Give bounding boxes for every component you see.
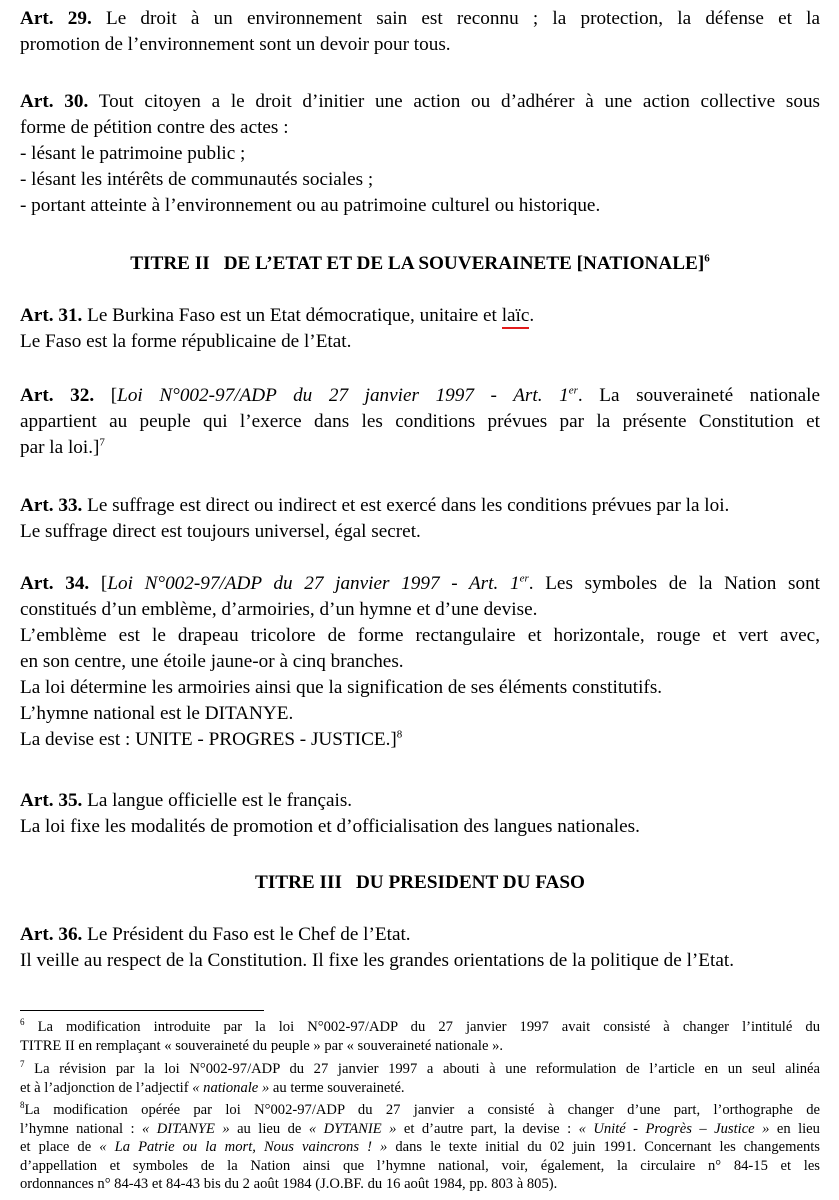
law-reference: Loi N°002-97/ADP du 27 janvier 1997 - Art. 1 [117,385,569,406]
list-item: - lésant le patrimoine public ; [20,143,246,164]
footnote-number: 6 [20,1017,25,1028]
article-text: Le Burkina Faso est un Etat démocratique, unitaire et [87,305,502,326]
article-number: Art. 29. [20,8,92,29]
title-label: TITRE III [255,872,342,893]
article-text: . Les symboles de la Nation sont [528,573,821,594]
article-32: Art. 32. [Loi N°002-97/ADP du 27 janvier 1997 - Art. 1er. La souveraineté nationale appartient au peuple qui l’exerce dans les conditions prévues par la présente Constitution et par la loi.]$^7$ [20,384,821,458]
footnote-ref: 7 [99,436,105,449]
article-text: La loi détermine les armoiries ainsi que la signification de ses éléments constitutifs. [20,677,663,698]
title-text: DE L’ETAT ET DE LA SOUVERAINETE [NATIONALE] [223,253,705,274]
article-36 [20,922,820,974]
title-label: TITRE II [130,253,210,274]
list-item: - portant atteinte à l’environnement ou au patrimoine culturel ou historique. [20,195,601,216]
article-29 [20,6,820,58]
article-34: Art. 34. [Loi N°002-97/ADP du 27 janvier 1997 - Art. 1er. Les symboles de la Nation sont constitués d’un emblème, d’armoiries, d’un hymne et d’une devise. L’emblème est le drapeau tricolore de forme rectangulaire et horizontale, rouge et vert avec, en son centre, une étoile jaune-or à cinq branches. La loi détermine les armoiries ainsi que la signification de ses éléments constitutifs. L’hymne national est le DITANYE. La devise est : UNITE - PROGRES - JUSTICE.]$^8$ [20,572,821,750]
article-number: Art. 33. [20,495,83,516]
article-text: par la loi.] [20,437,100,458]
article-33 [20,493,820,545]
footnote-7: $^7$ La révision par la loi N°002-97/ADP du 27 janvier 1997 a abouti à une reformulation de l’article en un seul alinéa et à l’adjonction de l’adjectif « nationale » au terme souveraineté. [20,1059,820,1096]
article-number: Art. 32. [20,385,95,406]
footnote-number: 8 [20,1100,25,1111]
article-35 [20,788,820,840]
title-text: DU PRESIDENT DU FASO [355,872,585,893]
spellcheck-underlined-word: laïc [502,305,530,329]
article-number: Art. 30. [20,91,89,112]
footnote-8: $^8$La modification opérée par loi N°002-97/ADP du 27 janvier a consisté à changer d’une part, l’orthographe de l’hymne national : « DITANYE » au lieu de « DYTANIE » et d’autre part, la devise : « Unité - Progrès – Justice » en lieu et place de « La Patrie ou la mort, Nous vaincrons ! » dans le texte initial du 02 juin 1991. Concernant les changements d’appellation et symboles de la Nation ainsi que l’hymne national, voir, également, la circulaire n° 84-15 et les ordonnances n° 84-43 et 84-43 bis du 2 août 1984 (J.O.BF. du 16 août 1984, pp. 803 à 805). [20,1100,820,1192]
article-text: Tout citoyen a le droit d’initier une action ou d’adhérer à une action collective sous [98,91,821,112]
article-text: Le Faso est la forme républicaine de l’Etat. [20,331,352,352]
article-text: Le suffrage direct est toujours universel, égal secret. [20,521,421,542]
article-number: Art. 31. [20,305,83,326]
article-text: La langue officielle est le français. [87,790,353,811]
article-text: appartient au peuple qui l’exerce dans les conditions prévues par la présente Constitution et [20,411,820,432]
footnote-ref: 6 [704,252,710,265]
footnote-separator [20,1010,264,1011]
article-text: Le droit à un environnement sain est reconnu ; la protection, la défense et la [105,8,821,29]
article-text: constitués d’un emblème, d’armoiries, d’un hymne et d’une devise. [20,599,538,620]
article-number: Art. 35. [20,790,83,811]
article-31: Art. 31. Le Burkina Faso est un Etat démocratique, unitaire et laïc. Le Faso est la forme républicaine de l’Etat. [20,303,820,355]
footnote-ref: 8 [396,728,403,741]
article-text: Il veille au respect de la Constitution. Il fixe les grandes orientations de la politique de l’Etat. [20,950,734,971]
section-title-titre-3 [20,870,820,896]
footnote-6: $^6$ La modification introduite par la loi N°002-97/ADP du 27 janvier 1997 avait consisté à changer l’intitulé du TITRE II en remplaçant « souveraineté du peuple » par « souveraineté nationale ». [20,1017,820,1054]
article-text: . La souveraineté nationale [577,385,821,406]
article-text: en son centre, une étoile jaune-or à cinq branches. [20,651,404,672]
article-text: La loi fixe les modalités de promotion et d’officialisation des langues nationales. [20,816,640,837]
article-text: L’hymne national est le DITANYE. [20,703,294,724]
article-text: L’emblème est le drapeau tricolore de forme rectangulaire et horizontale, rouge et vert avec, [20,625,820,646]
section-title-titre-2 [20,251,820,277]
article-30 [20,89,820,219]
article-text: forme de pétition contre des actes : [20,117,289,138]
article-text: Le Président du Faso est le Chef de l’Etat. [87,924,411,945]
article-text: Le suffrage est direct ou indirect et est exercé dans les conditions prévues par la loi. [87,495,730,516]
list-item: - lésant les intérêts de communautés sociales ; [20,169,374,190]
article-number: Art. 36. [20,924,83,945]
law-reference: Loi N°002-97/ADP du 27 janvier 1997 - Art. 1 [107,573,520,594]
footnote-number: 7 [20,1059,25,1070]
article-number: Art. 34. [20,573,90,594]
article-text: La devise est : UNITE - PROGRES - JUSTICE.] [20,729,397,750]
article-text: promotion de l’environnement sont un devoir pour tous. [20,34,451,55]
